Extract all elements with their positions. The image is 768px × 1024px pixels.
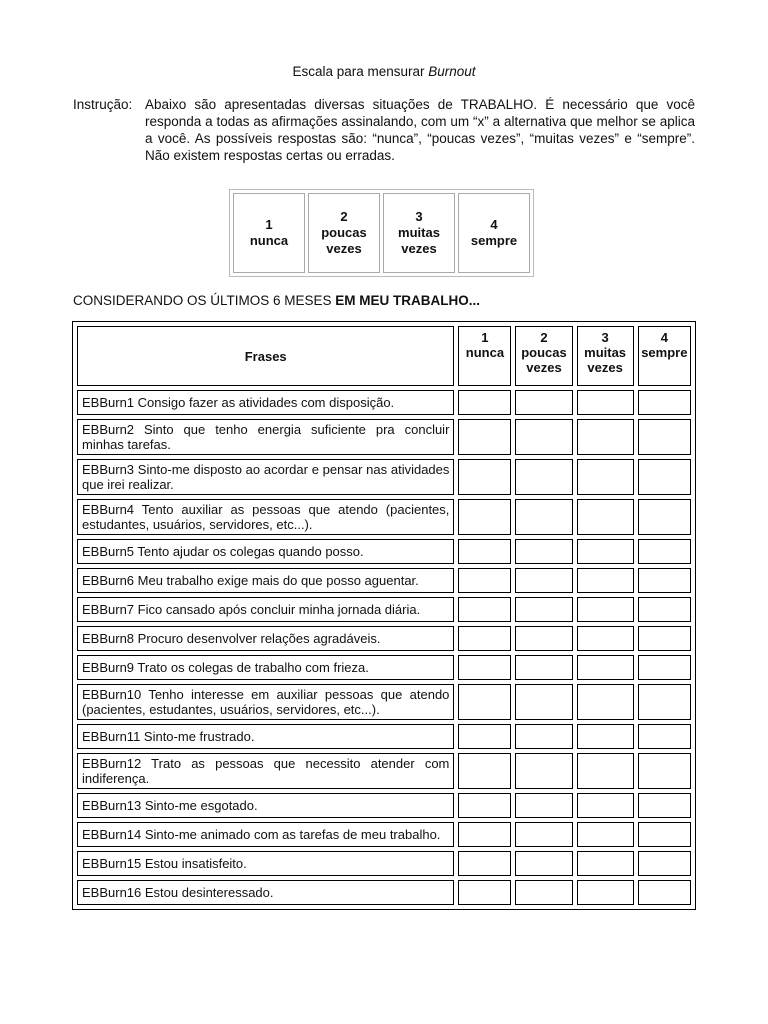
answer-cell-3[interactable]: [577, 539, 634, 564]
answer-cell-2[interactable]: [515, 499, 572, 535]
table-row: [77, 499, 691, 535]
answer-cell-1[interactable]: [458, 724, 511, 749]
scale-option-2: [515, 326, 572, 386]
scale-number: 2: [540, 330, 548, 345]
answer-cell-1[interactable]: [458, 419, 511, 455]
scale-number: 4: [490, 217, 498, 232]
answer-cell-4[interactable]: [638, 655, 691, 680]
table-row: [77, 539, 691, 564]
answer-cell-4[interactable]: [638, 851, 691, 876]
scale-number: 4: [660, 330, 668, 345]
answer-cell-1[interactable]: [458, 499, 511, 535]
answer-cell-3[interactable]: [577, 597, 634, 622]
answer-cell-3[interactable]: [577, 684, 634, 720]
answer-cell-4[interactable]: [638, 499, 691, 535]
answer-cell-2[interactable]: [515, 724, 572, 749]
answer-cell-3[interactable]: [577, 851, 634, 876]
scale-option-3: [577, 326, 634, 386]
answer-cell-2[interactable]: [515, 851, 572, 876]
answer-cell-1[interactable]: [458, 851, 511, 876]
title-italic: Burnout: [428, 64, 476, 79]
scale-label: sempre: [470, 233, 518, 248]
table-row: [77, 822, 691, 847]
considering-heading: [73, 293, 480, 308]
scale-legend: [229, 189, 534, 277]
scale-option-4: [458, 193, 530, 273]
item-text: EBBurn15 Estou insatisfeito.: [77, 851, 454, 876]
answer-cell-1[interactable]: [458, 655, 511, 680]
scale-label: muitas vezes: [584, 345, 627, 375]
answer-cell-1[interactable]: [458, 753, 511, 789]
scale-option-4: [638, 326, 691, 386]
page-title: [0, 64, 768, 79]
answer-cell-2[interactable]: [515, 822, 572, 847]
answer-cell-3[interactable]: [577, 753, 634, 789]
answer-cell-4[interactable]: [638, 793, 691, 818]
answer-cell-1[interactable]: [458, 684, 511, 720]
table-row: [77, 793, 691, 818]
answer-cell-3[interactable]: [577, 568, 634, 593]
answer-cell-3[interactable]: [577, 724, 634, 749]
answer-cell-3[interactable]: [577, 793, 634, 818]
answer-cell-3[interactable]: [577, 822, 634, 847]
answer-cell-3[interactable]: [577, 880, 634, 905]
answer-cell-4[interactable]: [638, 459, 691, 495]
scale-number: 3: [415, 209, 423, 224]
table-row: [77, 390, 691, 415]
item-text: EBBurn9 Trato os colegas de trabalho com frieza.: [77, 655, 454, 680]
burnout-table: [72, 321, 696, 910]
answer-cell-2[interactable]: [515, 655, 572, 680]
scale-option-1: [233, 193, 305, 273]
answer-cell-4[interactable]: [638, 753, 691, 789]
item-text: EBBurn11 Sinto-me frustrado.: [77, 724, 454, 749]
title-text: Escala para mensurar: [292, 64, 429, 79]
item-text: EBBurn12 Trato as pessoas que necessito atender com indiferença.: [77, 753, 454, 789]
item-text: EBBurn8 Procuro desenvolver relações agradáveis.: [77, 626, 454, 651]
answer-cell-2[interactable]: [515, 626, 572, 651]
answer-cell-1[interactable]: [458, 597, 511, 622]
answer-cell-2[interactable]: [515, 419, 572, 455]
answer-cell-3[interactable]: [577, 499, 634, 535]
answer-cell-1[interactable]: [458, 793, 511, 818]
instructions: [73, 96, 695, 164]
answer-cell-4[interactable]: [638, 597, 691, 622]
scale-label: poucas vezes: [321, 225, 367, 256]
answer-cell-4[interactable]: [638, 568, 691, 593]
table-row: [77, 880, 691, 905]
answer-cell-2[interactable]: [515, 684, 572, 720]
answer-cell-2[interactable]: [515, 597, 572, 622]
item-text: EBBurn2 Sinto que tenho energia suficiente pra concluir minhas tarefas.: [77, 419, 454, 455]
answer-cell-1[interactable]: [458, 539, 511, 564]
scale-label: poucas vezes: [521, 345, 567, 375]
answer-cell-3[interactable]: [577, 459, 634, 495]
scale-number: 3: [601, 330, 609, 345]
table-row: [77, 597, 691, 622]
item-text: EBBurn7 Fico cansado após concluir minha jornada diária.: [77, 597, 454, 622]
table-row: [77, 724, 691, 749]
answer-cell-1[interactable]: [458, 390, 511, 415]
answer-cell-4[interactable]: [638, 419, 691, 455]
item-text: EBBurn16 Estou desinteressado.: [77, 880, 454, 905]
table-row: [77, 684, 691, 720]
scale-label: nunca: [465, 345, 505, 360]
answer-cell-3[interactable]: [577, 419, 634, 455]
answer-cell-1[interactable]: [458, 568, 511, 593]
answer-cell-1[interactable]: [458, 459, 511, 495]
table-row: [77, 851, 691, 876]
table-row: [77, 568, 691, 593]
header-frases: Frases: [77, 326, 454, 386]
scale-number: 1: [481, 330, 489, 345]
item-text: EBBurn10 Tenho interesse em auxiliar pessoas que atendo (pacientes, estudantes, usuários, servidores, etc...).: [77, 684, 454, 720]
answer-cell-4[interactable]: [638, 822, 691, 847]
considering-bold: EM MEU TRABALHO...: [335, 293, 481, 308]
scale-label: muitas vezes: [398, 225, 440, 256]
item-text: EBBurn14 Sinto-me animado com as tarefas de meu trabalho.: [77, 822, 454, 847]
answer-cell-2[interactable]: [515, 390, 572, 415]
scale-label: nunca: [249, 233, 289, 248]
answer-cell-4[interactable]: [638, 390, 691, 415]
answer-cell-1[interactable]: [458, 626, 511, 651]
instruction-label: Instrução:: [73, 97, 133, 112]
scale-label: sempre: [641, 345, 688, 360]
answer-cell-3[interactable]: [577, 390, 634, 415]
table-row: [77, 459, 691, 495]
answer-cell-4[interactable]: [638, 880, 691, 905]
table-row: [77, 655, 691, 680]
item-text: EBBurn6 Meu trabalho exige mais do que posso aguentar.: [77, 568, 454, 593]
item-text: EBBurn3 Sinto-me disposto ao acordar e pensar nas atividades que irei realizar.: [77, 459, 454, 495]
item-text: EBBurn4 Tento auxiliar as pessoas que atendo (pacientes, estudantes, usuários, servidores, etc...).: [77, 499, 454, 535]
answer-cell-2[interactable]: [515, 568, 572, 593]
scale-option-3: [383, 193, 455, 273]
answer-cell-2[interactable]: [515, 459, 572, 495]
answer-cell-1[interactable]: [458, 880, 511, 905]
answer-cell-2[interactable]: [515, 539, 572, 564]
answer-cell-3[interactable]: [577, 626, 634, 651]
item-text: EBBurn1 Consigo fazer as atividades com disposição.: [77, 390, 454, 415]
answer-cell-2[interactable]: [515, 753, 572, 789]
item-text: EBBurn5 Tento ajudar os colegas quando posso.: [77, 539, 454, 564]
answer-cell-1[interactable]: [458, 822, 511, 847]
instruction-text: Abaixo são apresentadas diversas situações de TRABALHO. É necessário que você responda a todas as afirmações assinalando, com um “x” a alternativa que melhor se aplica a você. As possíveis respostas são: “nunca”, “poucas vezes”, “muitas vezes” e “sempre”. Não existem respostas certas ou erradas.: [145, 97, 695, 163]
item-text: EBBurn13 Sinto-me esgotado.: [77, 793, 454, 818]
scale-option-1: [458, 326, 511, 386]
answer-cell-4[interactable]: [638, 626, 691, 651]
answer-cell-4[interactable]: [638, 684, 691, 720]
table-row: [77, 626, 691, 651]
answer-cell-2[interactable]: [515, 880, 572, 905]
scale-number: 2: [340, 209, 348, 224]
answer-cell-4[interactable]: [638, 539, 691, 564]
considering-text: CONSIDERANDO OS ÚLTIMOS 6 MESES: [73, 293, 336, 308]
scale-option-2: [308, 193, 380, 273]
table-row: [77, 753, 691, 789]
answer-cell-2[interactable]: [515, 793, 572, 818]
table-row: [77, 419, 691, 455]
answer-cell-4[interactable]: [638, 724, 691, 749]
answer-cell-3[interactable]: [577, 655, 634, 680]
scale-number: 1: [265, 217, 273, 232]
